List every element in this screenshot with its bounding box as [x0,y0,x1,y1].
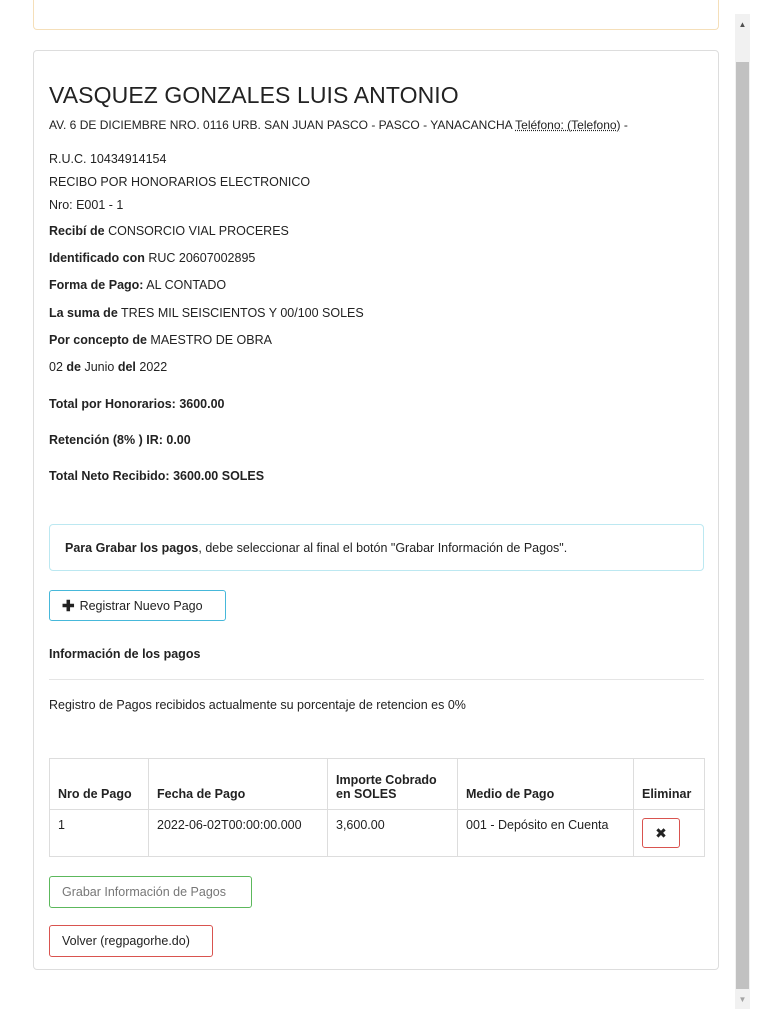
retention: Retención (8% ) IR: 0.00 [49,433,191,447]
issuer-phone-suffix: - [620,118,628,132]
save-payments-button[interactable]: Grabar Información de Pagos [49,876,252,908]
payment-form-label: Forma de Pago: [49,278,144,292]
cell-medio: 001 - Depósito en Cuenta [458,810,634,857]
received-from-label: Recibí de [49,224,105,238]
payment-form [49,278,226,292]
table-header-row [50,759,705,810]
receipt-date [49,360,167,374]
receipt-panel [33,50,719,970]
col-header-importe-line2: en SOLES [336,787,397,801]
col-header-eliminar: Eliminar [634,759,705,810]
received-from-value: CONSORCIO VIAL PROCERES [108,224,289,238]
payment-form-value: AL CONTADO [146,278,227,292]
cell-eliminar [634,810,705,857]
times-icon: ✖ [655,824,667,841]
date-de: de [66,360,81,374]
payments-section-title: Información de los pagos [49,647,201,661]
info-alert [49,524,704,571]
vertical-scrollbar[interactable] [735,14,750,1009]
concept-label: Por concepto de [49,333,147,347]
cell-importe: 3,600.00 [328,810,458,857]
table-row [50,810,705,857]
receipt-number: Nro: E001 - 1 [49,198,124,212]
col-header-nro: Nro de Pago [50,759,149,810]
sum-amount [49,306,364,320]
concept [49,333,272,347]
plus-icon: ✚ [62,597,75,615]
add-payment-button[interactable] [49,590,226,621]
issuer-address: AV. 6 DE DICIEMBRE NRO. 0116 URB. SAN JUAN PASCO - PASCO - YANACANCHA [49,118,513,132]
issuer-address-line [49,118,628,132]
warning-panel-bottom [33,0,719,30]
date-del: del [117,360,136,374]
col-header-importe [328,759,458,810]
payments-description: Registro de Pagos recibidos actualmente su porcentaje de retencion es 0% [49,698,466,712]
issuer-ruc: R.U.C. 10434914154 [49,152,167,166]
arrow-down-icon[interactable]: ▼ [738,994,747,1004]
add-payment-label: Registrar Nuevo Pago [79,598,203,613]
identified-value: RUC 20607002895 [148,251,256,265]
col-header-importe-line1: Importe Cobrado [336,773,437,787]
back-button[interactable]: Volver (regpagorhe.do) [49,925,213,957]
payments-table [49,758,705,857]
received-from [49,224,289,238]
delete-payment-button[interactable] [642,818,680,848]
scrollbar-thumb[interactable] [736,62,749,989]
col-header-medio: Medio de Pago [458,759,634,810]
issuer-name: VASQUEZ GONZALES LUIS ANTONIO [49,82,459,108]
sum-value: TRES MIL SEISCIENTOS Y 00/100 SOLES [121,306,364,320]
cell-nro: 1 [50,810,149,857]
alert-bold-text: Para Grabar los pagos [65,541,199,555]
date-month: Junio [84,360,115,374]
date-year: 2022 [139,360,168,374]
col-header-fecha: Fecha de Pago [149,759,328,810]
total-fees: Total por Honorarios: 3600.00 [49,397,225,411]
issuer-phone: Teléfono: (Telefono) [515,118,621,132]
alert-text: , debe seleccionar al final el botón "Grabar Información de Pagos". [198,541,568,555]
concept-value: MAESTRO DE OBRA [150,333,272,347]
receipt-doc-type: RECIBO POR HONORARIOS ELECTRONICO [49,175,311,189]
sum-label: La suma de [49,306,118,320]
cell-fecha: 2022-06-02T00:00:00.000 [149,810,328,857]
section-divider [49,679,704,680]
identified-label: Identificado con [49,251,145,265]
net-total: Total Neto Recibido: 3600.00 SOLES [49,469,265,483]
date-day: 02 [49,360,63,374]
arrow-up-icon[interactable]: ▲ [738,19,747,29]
identified-with [49,251,255,265]
